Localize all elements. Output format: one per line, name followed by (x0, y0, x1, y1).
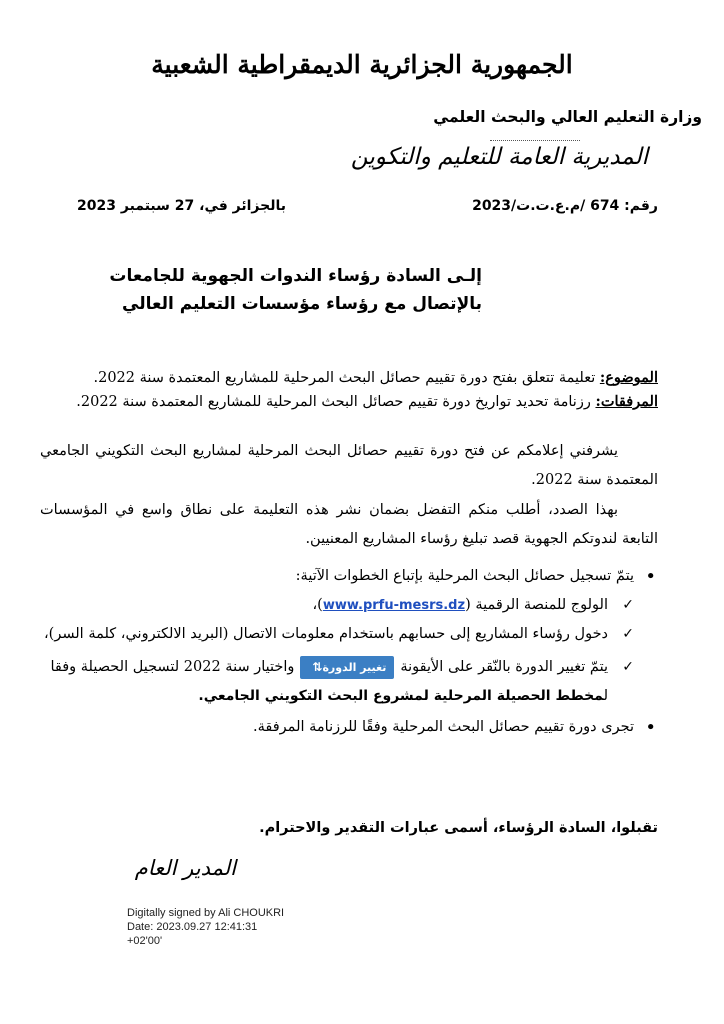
checkmark-icon: ✓ (622, 659, 634, 675)
signature-line-1: Digitally signed by Ali CHOUKRI (127, 907, 285, 919)
body-paragraph-2: بهذا الصدد، أطلب منكم التفضل بضمان نشر هذه التعليمة على نطاق واسع في المؤسسات التابعة لندوتكم الجهوية قصد تبليغ رؤساء المشاريع المعنيين. (40, 502, 658, 547)
checkmark-icon: ✓ (622, 626, 634, 642)
step-2 (40, 620, 658, 649)
step-1-end: )، (312, 597, 323, 613)
ministry-name: وزارة التعليم العالي والبحث العلمي (433, 108, 702, 126)
final-step-text: تجرى دورة تقييم حصائل البحث المرحلية وفقًا للرزنامة المرفقة. (253, 719, 634, 735)
steps-intro-text: يتمّ تسجيل حصائل البحث المرحلية بإتباع الخطوات الآتية: (295, 568, 634, 584)
attachments-line (40, 390, 658, 414)
final-step (40, 713, 658, 742)
reference-number: رقم: 674 /م.ع.ت.ت/2023 (472, 198, 658, 214)
addressee-block (60, 262, 482, 318)
digital-signature (127, 906, 284, 948)
subject-label: الموضوع: (599, 369, 658, 386)
step-3-bold: مخطط الحصيلة المرحلية لمشروع البحث التكويني الجامعي. (198, 688, 604, 704)
steps-intro (40, 562, 658, 591)
checkmark-icon: ✓ (622, 597, 634, 613)
signature-line-2: Date: 2023.09.27 12:41:31 (127, 921, 258, 933)
place-and-date: بالجزائر في، 27 سبتمبر 2023 (77, 198, 286, 214)
step-3-mid: واختيار سنة 2022 لتسجيل الحصيلة وفقا ل (50, 659, 608, 704)
change-session-button (300, 656, 394, 679)
addressee-line-2: بالإتصال مع رؤساء مؤسسات التعليم العالي (122, 294, 482, 314)
platform-link[interactable]: www.prfu-mesrs.dz (322, 598, 466, 613)
attachments-label: المرفقات: (595, 393, 658, 410)
dotted-divider (490, 140, 580, 141)
step-3 (40, 653, 658, 711)
step-2-text: دخول رؤساء المشاريع إلى حسابهم باستخدام معلومات الاتصال (البريد الالكتروني، كلمة السر)، (43, 626, 608, 642)
swap-arrows-icon: ⇅ (312, 659, 323, 674)
signatory-title: المدير العام (134, 856, 236, 880)
closing-salutation: تقبلوا، السادة الرؤساء، أسمى عبارات التقدير والاحترام. (259, 820, 658, 836)
subject-text: تعليمة تتعلق بفتح دورة تقييم حصائل البحث المرحلية للمشاريع المعتمدة سنة 2022. (93, 370, 600, 386)
subject-line (40, 366, 658, 390)
attachments-text: رزنامة تحديد تواريخ دورة تقييم حصائل البحث المرحلية للمشاريع المعتمدة سنة 2022. (76, 394, 596, 410)
addressee-line-1: إلـى السادة رؤساء الندوات الجهوية للجامعات (109, 266, 482, 286)
subject-block (40, 366, 658, 414)
change-session-label: تغيير الدورة (322, 660, 387, 674)
directorate-name: المديرية العامة للتعليم والتكوين (350, 144, 648, 170)
signature-line-3: +02'00' (127, 935, 163, 947)
body-paragraph-1: يشرفني إعلامكم عن فتح دورة تقييم حصائل البحث المرحلية لمشاريع البحث التكويني الجامعي المعتمدة سنة 2022. (40, 443, 658, 488)
republic-header: الجمهورية الجزائرية الديمقراطية الشعبية (151, 50, 573, 79)
step-3-text: يتمّ تغيير الدورة بالنّقر على الأيقونة (400, 659, 608, 675)
step-1-text: الولوج للمنصة الرقمية ( (465, 597, 608, 613)
steps-list (40, 562, 658, 742)
step-1 (40, 591, 658, 620)
